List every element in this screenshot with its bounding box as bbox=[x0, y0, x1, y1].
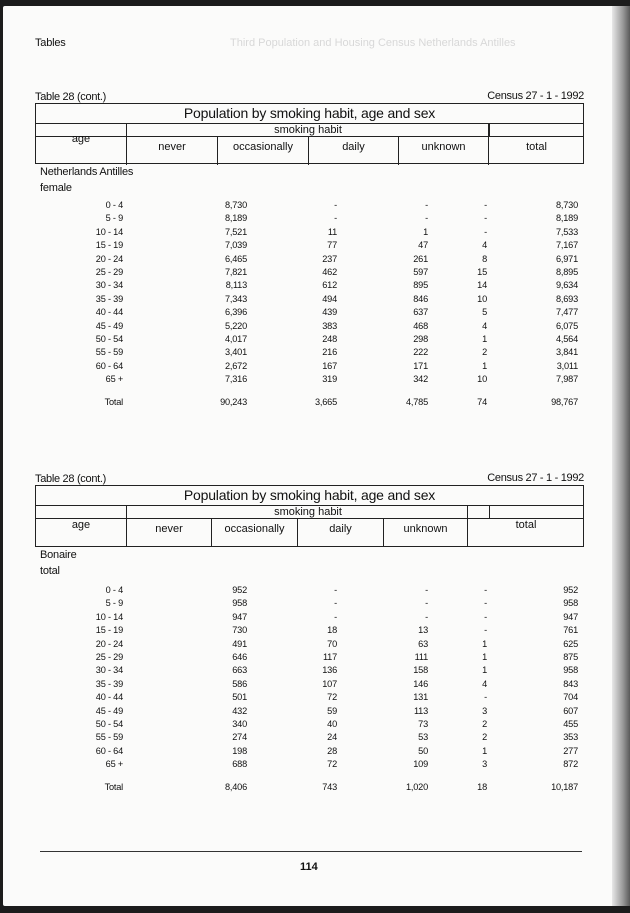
table-row: 45 - 49 432 59 113 3 607 bbox=[95, 705, 578, 716]
smoking-habit-group-header: smoking habit bbox=[126, 506, 490, 518]
table-row: 60 - 64 198 28 50 1 277 bbox=[95, 745, 578, 756]
subgroup-name: total bbox=[40, 565, 60, 577]
table-label: Table 28 (cont.) bbox=[35, 473, 107, 485]
column-header-total: total bbox=[467, 506, 584, 547]
table-row: 10 - 14 947 - - - 947 bbox=[95, 611, 578, 622]
subgroup-name: female bbox=[40, 182, 72, 194]
footer-rule bbox=[40, 851, 582, 852]
table-row: 60 - 64 2,672 167 171 1 3,011 bbox=[95, 360, 578, 371]
table-body bbox=[35, 200, 584, 411]
table-title: Population by smoking habit, age and sex bbox=[36, 486, 583, 506]
column-header-unknown: unknown bbox=[383, 519, 467, 547]
table-row: 35 - 39 586 107 146 4 843 bbox=[95, 678, 578, 689]
column-header-unknown: unknown bbox=[398, 137, 488, 165]
column-header-daily: daily bbox=[297, 519, 383, 547]
census-date: Census 27 - 1 - 1992 bbox=[487, 472, 584, 484]
table-title: Population by smoking habit, age and sex bbox=[36, 104, 583, 124]
table-row: 45 - 49 5,220 383 468 4 6,075 bbox=[95, 320, 578, 331]
table-row: 15 - 19 730 18 13 - 761 bbox=[95, 625, 578, 636]
table-total-row: Total 8,406 743 1,020 18 10,187 bbox=[104, 782, 578, 793]
table-row: 5 - 9 958 - - - 958 bbox=[105, 598, 578, 609]
column-header-age: age bbox=[71, 133, 91, 145]
region-name: Bonaire bbox=[40, 549, 77, 561]
table-row: 30 - 34 663 136 158 1 958 bbox=[95, 665, 578, 676]
region-name: Netherlands Antilles bbox=[40, 166, 134, 178]
bleed-through-text: Third Population and Housing Census Netherlands Antilles bbox=[230, 37, 516, 49]
table-row: 65 + 688 72 109 3 872 bbox=[105, 759, 578, 770]
table-row: 35 - 39 7,343 494 846 10 8,693 bbox=[95, 293, 578, 304]
table-row: 65 + 7,316 319 342 10 7,987 bbox=[105, 374, 578, 385]
table-row: 50 - 54 340 40 73 2 455 bbox=[95, 718, 578, 729]
column-header-total: total bbox=[488, 124, 584, 165]
table-label: Table 28 (cont.) bbox=[35, 91, 107, 103]
census-date: Census 27 - 1 - 1992 bbox=[487, 90, 584, 102]
column-header-row bbox=[36, 133, 583, 165]
region-label bbox=[40, 164, 133, 196]
column-header-row bbox=[36, 519, 583, 547]
table-total-row: Total 90,243 3,665 4,785 74 98,767 bbox=[104, 397, 578, 408]
table-row: 15 - 19 7,039 77 47 4 7,167 bbox=[95, 240, 578, 251]
page-edge-shadow bbox=[612, 6, 630, 906]
table-row: 5 - 9 8,189 - - - 8,189 bbox=[105, 213, 578, 224]
table-row: 20 - 24 491 70 63 1 625 bbox=[95, 638, 578, 649]
table-row: 25 - 29 7,821 462 597 15 8,895 bbox=[95, 266, 578, 277]
page-number: 114 bbox=[300, 861, 318, 873]
table-row: 40 - 44 501 72 131 - 704 bbox=[95, 692, 578, 703]
table-row: 10 - 14 7,521 11 1 - 7,533 bbox=[95, 226, 578, 237]
table-row: 55 - 59 274 24 53 2 353 bbox=[95, 732, 578, 743]
smoking-habit-group-header: smoking habit bbox=[126, 124, 490, 136]
column-header-never: never bbox=[126, 137, 217, 165]
table-header-box bbox=[35, 103, 584, 164]
table-header-box bbox=[35, 485, 584, 547]
table-row: 20 - 24 6,465 237 261 8 6,971 bbox=[95, 253, 578, 264]
table-row: 30 - 34 8,113 612 895 14 9,634 bbox=[95, 280, 578, 291]
column-header-occasionally: occasionally bbox=[211, 519, 297, 547]
table-row: 50 - 54 4,017 248 298 1 4,564 bbox=[95, 333, 578, 344]
column-header-occasionally: occasionally bbox=[217, 137, 308, 165]
table-row: 25 - 29 646 117 111 1 875 bbox=[95, 651, 578, 662]
region-label bbox=[40, 547, 77, 579]
column-header-never: never bbox=[126, 519, 211, 547]
table-row: 40 - 44 6,396 439 637 5 7,477 bbox=[95, 307, 578, 318]
table-row: 55 - 59 3,401 216 222 2 3,841 bbox=[95, 347, 578, 358]
table-body bbox=[35, 585, 584, 796]
table-row: 0 - 4 8,730 - - - 8,730 bbox=[105, 200, 578, 210]
table-row: 0 - 4 952 - - - 952 bbox=[105, 585, 578, 595]
column-header-age: age bbox=[71, 519, 91, 531]
running-head: Tables bbox=[35, 37, 66, 49]
column-header-daily: daily bbox=[308, 137, 398, 165]
